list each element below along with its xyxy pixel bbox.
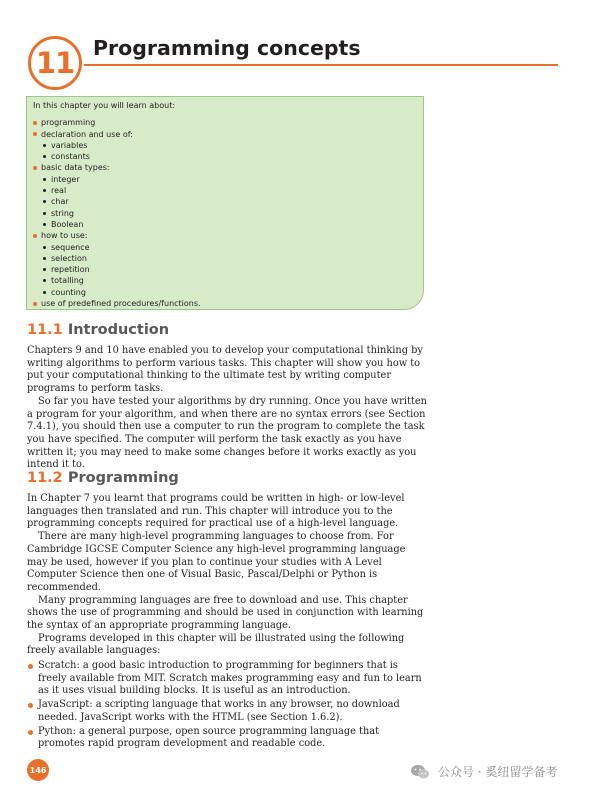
chapter-number-badge bbox=[28, 36, 82, 90]
programming-body bbox=[27, 493, 427, 658]
objective-item: programming bbox=[33, 117, 417, 128]
section-number: 11.2 bbox=[27, 470, 63, 486]
section-heading-introduction bbox=[27, 322, 169, 338]
section-heading-programming bbox=[27, 470, 179, 486]
language-item: JavaScript: a scripting language that works in any browser, no download needed. JavaScript works with the HTML (see Section 1.6.2). bbox=[27, 699, 427, 724]
objective-item: use of predefined procedures/functions. bbox=[33, 298, 417, 309]
objectives-list bbox=[33, 117, 417, 309]
section-title: Programming bbox=[67, 470, 179, 486]
introduction-body bbox=[27, 345, 427, 472]
chapter-number: 11 bbox=[35, 46, 75, 80]
objective-subitem: real bbox=[33, 185, 417, 196]
objectives-intro: In this chapter you will learn about: bbox=[33, 101, 176, 110]
objective-subitem: char bbox=[33, 196, 417, 207]
objective-subitem: repetition bbox=[33, 264, 417, 275]
watermark bbox=[410, 763, 557, 780]
objective-subitem: Boolean bbox=[33, 219, 417, 230]
section-title: Introduction bbox=[67, 322, 170, 338]
language-item: Python: a general purpose, open source programming language that promotes rapid program development and readable code. bbox=[27, 726, 427, 751]
chapter-title: Programming concepts bbox=[93, 36, 361, 60]
objective-subitem: variables bbox=[33, 140, 417, 151]
paragraph: Many programming languages are free to download and use. This chapter shows the use of programming and should be used in conjunction with learning the syntax of an appropriate programming language. bbox=[27, 594, 424, 632]
paragraph: In Chapter 7 you learnt that programs could be written in high- or low-level languages then translated and run. This chapter will introduce you to the programming concepts required for practical use of a high-level language. bbox=[27, 493, 405, 530]
paragraph: So far you have tested your algorithms by dry running. Once you have written a program for your algorithm, and when there are no syntax errors (see Section 7.4.1), you should then use a computer to run the program to complete the task you have specified. The computer will perform the task exactly as you have written it; you may need to make some changes before it works exactly as you intend it to. bbox=[27, 395, 427, 471]
objective-subitem: constants bbox=[33, 151, 417, 162]
language-item: Scratch: a good basic introduction to programming for beginners that is freely available from MIT. Scratch makes programming easy and fun to learn as it uses visual building blocks. It is useful as an introduction. bbox=[27, 660, 427, 698]
objective-item: basic data types: bbox=[33, 162, 417, 173]
objective-item: how to use: bbox=[33, 230, 417, 241]
objective-subitem: integer bbox=[33, 174, 417, 185]
objective-subitem: string bbox=[33, 208, 417, 219]
section-number: 11.1 bbox=[27, 322, 63, 338]
watermark-text: 公众号 · 奚纽留学备考 bbox=[438, 765, 558, 779]
learning-objectives-box bbox=[26, 96, 424, 310]
paragraph: There are many high-level programming languages to choose from. For Cambridge IGCSE Computer Science any high-level programming language may be used, however if you plan to continue your studies with A Level Computer Science then one of Visual Basic, Pascal/Delphi or Python is recommended. bbox=[27, 531, 406, 593]
languages-list bbox=[27, 660, 427, 752]
title-rule bbox=[84, 64, 558, 66]
paragraph: Chapters 9 and 10 have enabled you to develop your computational thinking by writing algorithms to perform various tasks. This chapter will show you how to put your computational thinking to the ultimate test by writing computer programs to perform tasks. bbox=[27, 345, 423, 395]
objective-item: declaration and use of: bbox=[33, 129, 417, 140]
objective-subitem: totalling bbox=[33, 275, 417, 286]
page-number: 146 bbox=[27, 759, 49, 781]
wechat-icon bbox=[410, 764, 430, 780]
paragraph: Programs developed in this chapter will be illustrated using the following freely available languages: bbox=[27, 632, 405, 657]
objective-subitem: counting bbox=[33, 287, 417, 298]
objective-subitem: sequence bbox=[33, 242, 417, 253]
objective-subitem: selection bbox=[33, 253, 417, 264]
